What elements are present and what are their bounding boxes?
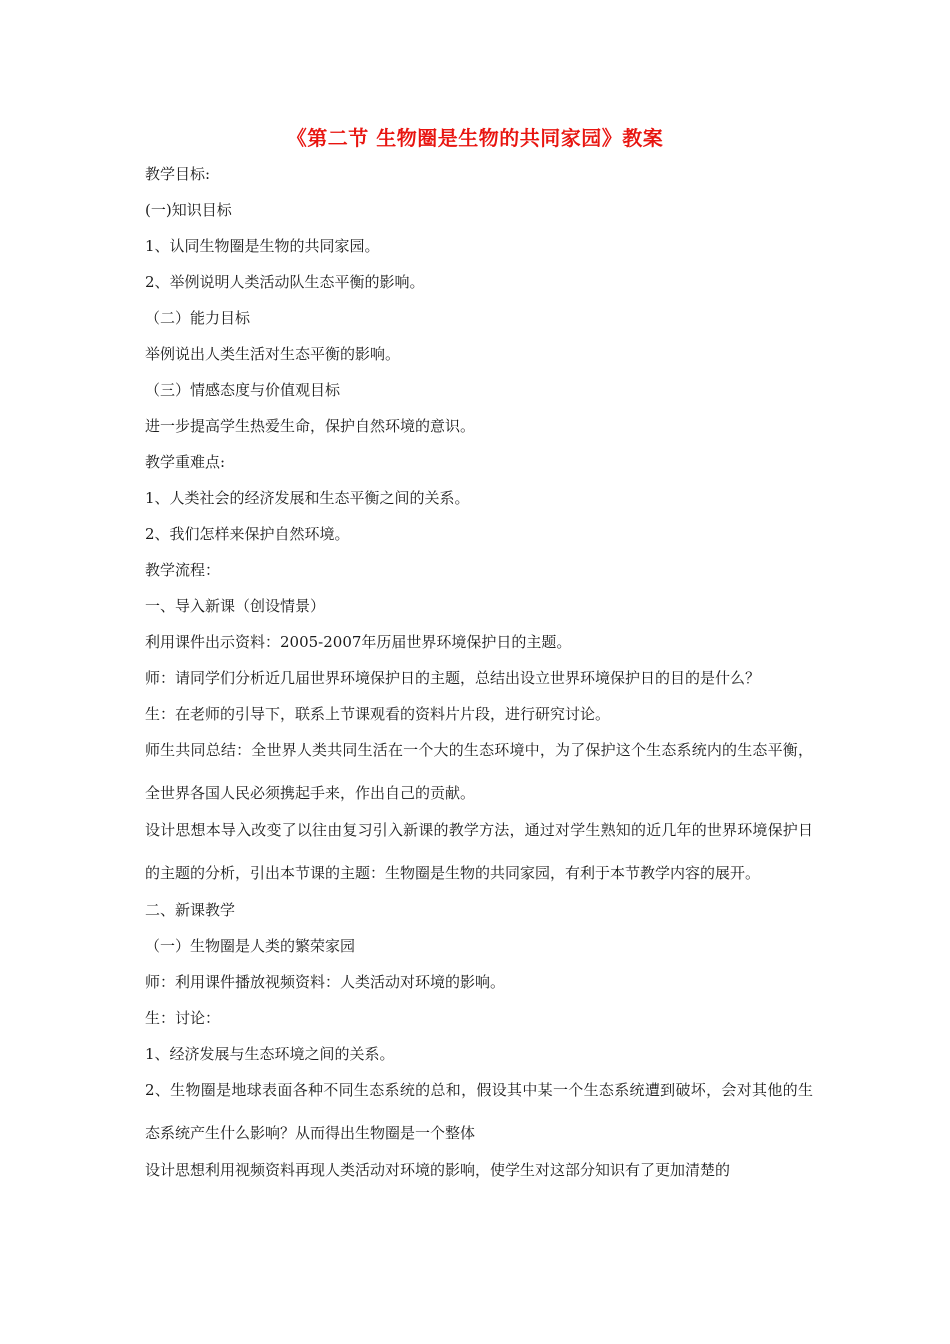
design-thought-paragraph: 设计思想本导入改变了以往由复习引入新课的教学方法，通过对学生熟知的近几年的世界环境保护日的主题的分析，引出本节课的主题：生物圈是生物的共同家园，有利于本节教学内容的展开。 — [145, 821, 813, 882]
text-line: 利用课件出示资料：2005-2007年历届世界环境保护日的主题。 — [145, 633, 572, 651]
text-line: 一、导入新课（创设情景） — [145, 597, 326, 615]
text-line: 1、经济发展与生态环境之间的关系。 — [145, 1045, 395, 1063]
text-line: 教学重难点: — [145, 453, 226, 471]
text-line: 1、人类社会的经济发展和生态平衡之间的关系。 — [145, 489, 470, 507]
text-line: 1、认同生物圈是生物的共同家园。 — [145, 237, 380, 255]
document-body — [145, 162, 815, 1194]
text-line: 教学目标: — [145, 165, 211, 183]
text-line: 师：利用课件播放视频资料：人类活动对环境的影响。 — [145, 973, 506, 991]
text-line: 生：讨论： — [145, 1009, 221, 1027]
text-line: （三）情感态度与价值观目标 — [145, 381, 341, 399]
text-line: 设计思想利用视频资料再现人类活动对环境的影响，使学生对这部分知识有了更加清楚的 — [145, 1161, 731, 1179]
text-line: 教学流程： — [145, 561, 221, 579]
summary-paragraph: 师生共同总结：全世界人类共同生活在一个大的生态环境中，为了保护这个生态系统内的生态平衡，全世界各国人民必须携起手来，作出自己的贡献。 — [145, 741, 813, 802]
text-line: 举例说出人类生活对生态平衡的影响。 — [145, 345, 401, 363]
text-line: 2、举例说明人类活动队生态平衡的影响。 — [145, 273, 425, 291]
text-line: （一）生物圈是人类的繁荣家园 — [145, 937, 356, 955]
text-line: 进一步提高学生热爱生命，保护自然环境的意识。 — [145, 417, 476, 435]
text-line: （二）能力目标 — [145, 309, 251, 327]
text-line: 二、新课教学 — [145, 901, 236, 919]
question-paragraph: 2、生物圈是地球表面各种不同生态系统的总和，假设其中某一个生态系统遭到破坏，会对其他的生态系统产生什么影响？从而得出生物圈是一个整体 — [145, 1081, 813, 1142]
text-line: 2、我们怎样来保护自然环境。 — [145, 525, 350, 543]
document-title: 《第二节 生物圈是生物的共同家园》教案 — [286, 126, 664, 150]
text-line: 生：在老师的引导下，联系上节课观看的资料片片段，进行研究讨论。 — [145, 705, 611, 723]
text-line: 师：请同学们分析近几届世界环境保护日的主题，总结出设立世界环境保护日的目的是什么？ — [145, 669, 761, 687]
text-line: (一)知识目标 — [145, 201, 232, 219]
